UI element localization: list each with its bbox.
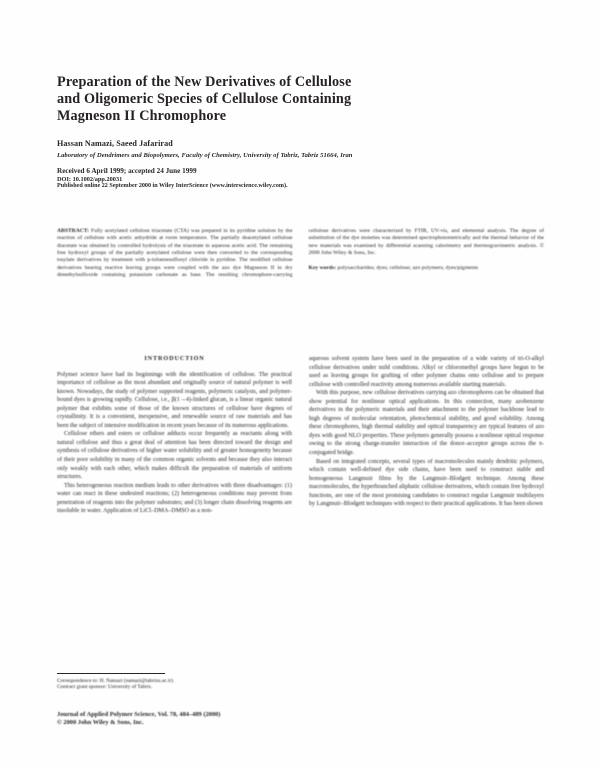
abstract-block [57,228,544,279]
title-line-2: and Oligomeric Species of Cellulose Containing [57,91,352,108]
journal-citation: Journal of Applied Polymer Science, Vol. 78, 484–489 (2000) [57,711,221,718]
journal-copyright: © 2000 John Wiley & Sons, Inc. [57,719,144,727]
footnote-rule [57,673,165,674]
keywords-line [309,265,545,272]
footnote-text [57,678,292,691]
grant-sponsor-note: Contract grant sponsor: University of Tabriz. [57,684,153,691]
footnote-block [57,673,292,691]
journal-citation-block [57,711,302,727]
page-title [57,74,517,126]
abstract-label: ABSTRACT: [57,228,89,234]
received-accepted-dates: Received 6 April 1999; accepted 24 June 1999 [57,167,197,176]
column-right [309,355,544,509]
paragraph: This heterogeneous reaction medium leads to other derivatives with three disadvantages: (1) water can react in these undesired reactions; (2) heterogeneous conditions may prevent from penetration of reagents into the polymer substrates; and (3) longer chain dissolving reagents are insoluble in water. Application of LiCl–DMA–DMSO as a non- [57,482,292,515]
title-line-3: Magneson II Chromophore [57,108,227,125]
masthead [57,74,517,190]
published-online: Published online 22 September 2000 in Wiley InterScience (www.interscience.wiley.com). [57,182,288,189]
correspondence-note: Correspondence to: H. Namazi (namazi@tabrizu.ac.ir). [57,677,175,684]
doi[interactable]: DOI: 10.1002/app.20031 [57,175,123,183]
paragraph: Based on integrated concepts, several types of macromolecules mainly dendritic polymers, which contain well-defined dye side chains, have been used to construct stable and homogeneous Langmuir films by the Langmuir–Blodgett technique. Among these macromolecules, the hyperbranched aliphatic cellulose derivatives, which contain free hydroxyl functions, are one of the most promising candidates to construct regular Langmuir multilayers by Langmuir–Blodgett techniques with respect to their practical applications. It has been shown [309,458,544,508]
paragraph: aqueous solvent system have been used in the preparation of a wide variety of tri-O-alkyl cellulose derivatives under mild conditions. Alkyl or chloromethyl groups have begun to be used as leaving groups for grafting of other polymer chains onto cellulose and to prepare cellulose with controlled reactivity among numerous available starting materials. [309,356,544,388]
column-left [57,355,292,516]
affiliation: Laboratory of Dendrimers and Biopolymers, Faculty of Chemistry, University of Tabriz, Tabriz 51664, Iran [57,152,353,160]
paragraph: Cellulose ethers and esters or cellulose adducts occur frequently as reactants along with natural cellulose and thus a great deal of attention has been directed toward the design and synthesis of cellulose derivatives of higher water solubility and of greater homogeneity because of their poor solubility in many of the common organic solvents and because they also interact only weakly with each other, which makes difficult the preparation of materials of uniform structures. [57,431,292,481]
abstract-text: Fully acetylated cellulose triacetate (CTA) was prepared in its pyridine solution by the reaction of cellulose with acetic anhydride at room temperature. The partially deacetylated cellulose diacetate was obtained by controlled hydrolysis of the triacetate in aqueous acetic acid. The remaining free hydroxyl groups of the partially acetylated cellulose were then converted to the corresponding tosylate derivatives by treatment with p-toluenesulfonyl chloride in pyridine. The modified cellulose derivatives bearing reactive leaving groups were coupled with the azo dye Magneson II in dry dimethylsulfoxide containing potassium carbonate as base. The resulting chromophore-carrying cellulose derivatives were characterized by FTIR, UV-vis, and elemental analysis. The degree of substitution of the dye moieties was determined spectrophotometrically and the thermal behavior of the new materials was examined by differential scanning calorimetry and thermogravimetric analysis. [57,228,544,279]
publication-info [57,168,517,190]
keywords-label: Key words: [308,264,337,271]
author-list: Hassan Namazi, Saeed Jafarirad [57,138,173,148]
section-heading-introduction: INTRODUCTION [144,355,205,362]
abstract-copyright: © 2000 John Wiley & Sons, Inc. [308,242,544,257]
title-line-1: Preparation of the New Derivatives of Cellulose [57,74,352,90]
paragraph: Polymer science have had its beginnings with the identification of cellulose. The practical importance of cellulose as the most abundant and originally source of natural polymer is well known. Nowadays, the study of polymer supported reagents, polymeric catalysts, and polymer-bound dyes is growing rapidly. Cellulose, i.e., β(1→4)-linked glucan, is a linear organic natural polymer that exhibits some of those of the known structures of cellulose have degrees of crystallinity. It is a convenient, inexpensive, and renewable source of raw materials and has been the subject of intensive modification in recent years because of its numerous applications. [57,371,292,429]
paragraph: With this purpose, new cellulose derivatives carrying azo chromophores can be obtained that show potential for nonlinear optical applications. In this connection, many azobenzene derivatives in the polymeric materials and their attachment to the polymer backbone lead to high degrees of molecular orientation, photochemical stability, and good solubility. Among these chromophores, high thermal stability and optical transparency are typical features of azo dyes with good NLO properties. These polymers generally possess a nonlinear optical response owing to the strong charge-transfer interaction of the donor–acceptor groups across the π-conjugated bridge. [309,390,544,457]
keywords-values: polysaccharides; dyes; cellulose; azo polymers; dyes/pigments [337,264,479,271]
